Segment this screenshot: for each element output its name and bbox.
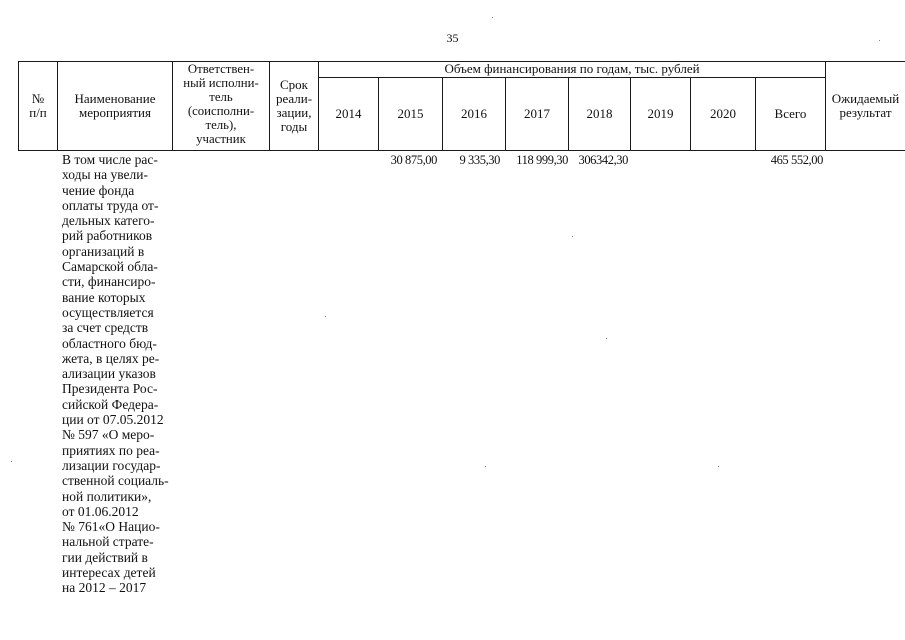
header-year-2014: 2014	[335, 106, 362, 121]
header-name: Наименование мероприятия	[74, 91, 156, 120]
header-financing-group: Объем финансирования по годам, тыс. рублей	[444, 61, 700, 76]
row-name-cell: В том числе рас- ходы на увели- чение фонда оплаты труда от- дельных катего- рий работников организаций в Самарской обла- сти, финансиро- вание которых осуществляется за счет средств областного бюд- жета, в целях ре- ализации указов Президента Рос- сийской Федера- ции от 07.05.2012 № 597 «О меро- приятиях по реа- лизации государ- ственной социаль- ной политики», от 01.06.2012 № 761«О Нацио- нальной страте- гии действий в интересах детей на 2012 – 2017	[62, 152, 169, 596]
header-num: № п/п	[29, 91, 47, 120]
header-year-2016: 2016	[461, 106, 487, 121]
header-year-2017: 2017	[524, 106, 550, 121]
scan-speck	[718, 466, 719, 467]
page-number: 35	[446, 31, 459, 45]
scan-speck	[325, 316, 326, 317]
value-total: 465 552,00	[770, 153, 823, 167]
header-total: Всего	[774, 106, 807, 121]
scan-speck	[485, 466, 486, 467]
scan-speck	[572, 236, 573, 237]
scan-speck	[11, 461, 12, 462]
value-2018: 306342,30	[578, 153, 628, 167]
value-2015: 30 875,00	[390, 153, 437, 167]
scan-speck	[879, 40, 880, 41]
scan-speck	[606, 338, 607, 339]
header-term: Срок реали- зации, годы	[275, 77, 313, 134]
header-year-2019: 2019	[647, 106, 674, 121]
scan-speck	[492, 17, 493, 18]
value-2017: 118 999,30	[516, 153, 568, 167]
header-year-2020: 2020	[710, 106, 736, 121]
header-year-2015: 2015	[397, 106, 424, 121]
value-2016: 9 335,30	[459, 153, 500, 167]
header-year-2018: 2018	[586, 106, 613, 121]
header-responsible: Ответствен- ный исполни- тель (соисполни- тель), участник	[183, 62, 259, 146]
header-result: Ожидаемый результат	[831, 91, 900, 120]
